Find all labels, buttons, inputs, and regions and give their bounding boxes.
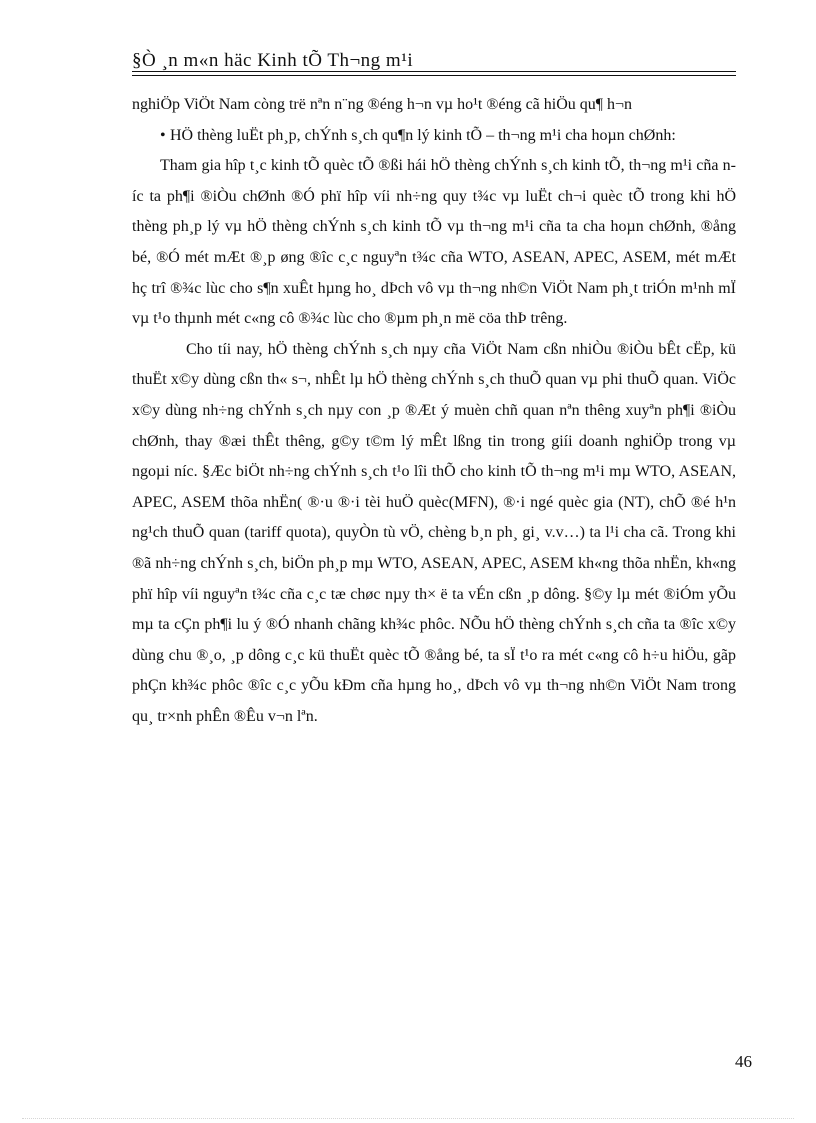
header-rule-thin (132, 75, 736, 76)
document-body (132, 90, 736, 732)
paragraph-policy-system: Cho tíi nay, hÖ thèng chÝnh s¸ch nµy cña ViÖt Nam cßn nhiÒu ®iÒu bÊt cËp, kü thuËt x©y dùng cßn th« s¬, nhÊt lµ hÖ thèng chÝnh s¸ch thuÕ quan vµ phi thuÕ quan. ViÖc x©y dùng nh÷ng chÝnh s¸ch nµy con ¸p ®Æt ý muèn chñ quan nªn thêng xuyªn ph¶i ®iÒu chØnh, thay ®æi thÊt thêng, g©y t©m lý mÊt lßng tin trong giíi doanh nghiÖp trong vµ ngoµi níc. §Æc biÖt nh÷ng chÝnh s¸ch t¹o lîi thÕ cho kinh tÕ th¬ng m¹i mµ WTO, ASEAN, APEC, ASEM thõa nhËn( ®·u ®·i tèi huÖ quèc(MFN), ®·i ngé quèc gia (NT), chÕ ®é h¹n ng¹ch thuÕ quan (tariff quota), quyÒn tù vÖ, chèng b¸n ph¸ gi¸ v.v…) ta l¹i cha cã. Trong khi ®ã nh÷ng chÝnh s¸ch, biÖn ph¸p mµ WTO, ASEAN, APEC, ASEM kh«ng thõa nhËn, kh«ng phï hîp víi nguyªn t¾c cña c¸c tæ chøc nµy th× ë ta vÉn cßn ¸p dông. §©y lµ mét ®iÓm yÕu mµ ta cÇn ph¶i lu ý ®Ó nhanh chãng kh¾c phôc. NÕu hÖ thèng chÝnh s¸ch cña ta ®îc x©y dùng chu ®¸o, ¸p dông c¸c kü thuËt quèc tÕ ®ång bé, ta sÏ t¹o ra mét c«ng cô h÷u hiÖu, gãp phÇn kh¾c phôc ®îc c¸c yÕu kÐm cña hµng ho¸, dÞch vô vµ th¬ng nh©n ViÖt Nam trong qu¸ tr×nh phÊn ®Êu v¬n lªn. (132, 340, 736, 725)
paragraph-continuation: nghiÖp ViÖt Nam còng trë nªn n¨ng ®éng h¬n vµ ho¹t ®éng cã hiÖu qu¶ h¬n (132, 96, 633, 113)
header-rule (132, 71, 736, 72)
paragraph-cooperation: Tham gia hîp t¸c kinh tÕ quèc tÕ ®ßi hái hÖ thèng chÝnh s¸ch kinh tÕ, th¬ng m¹i cña níc ta ph¶i ®iÒu chØnh ®Ó phï hîp víi nh÷ng quy t¾c vµ luËt ch¬i quèc tÕ trong khi hÖ thèng ph¸p lý vµ hÖ thèng chÝnh s¸ch kinh tÕ vµ th¬ng m¹i cña ta cha hoµn chØnh, ®ång bé, ®Ó mét mÆt ®¸p øng ®îc c¸c nguyªn t¾c cña WTO, ASEAN, APEC, ASEM, mét mÆt hç trî ®¾c lùc cho s¶n xuÊt hµng ho¸ dÞch vô vµ th¬ng nh©n ViÖt Nam ph¸t triÓn m¹nh mÏ vµ t¹o thµnh mét c«ng cô ®¾c lùc cho ®µm ph¸n më cöa thÞ trêng. (132, 157, 736, 328)
page-number: 46 (735, 1052, 752, 1071)
bullet-item (132, 121, 736, 152)
bullet-text: HÖ thèng luËt ph¸p, chÝnh s¸ch qu¶n lý kinh tÕ – th¬ng m¹i cha hoµn chØnh: (170, 126, 676, 144)
page-header-title: §Ò ¸n m«n häc Kinh tÕ Th¬ng m¹i (132, 50, 414, 71)
page-bottom-rule (22, 1118, 794, 1119)
bullet-icon: • (160, 126, 166, 144)
